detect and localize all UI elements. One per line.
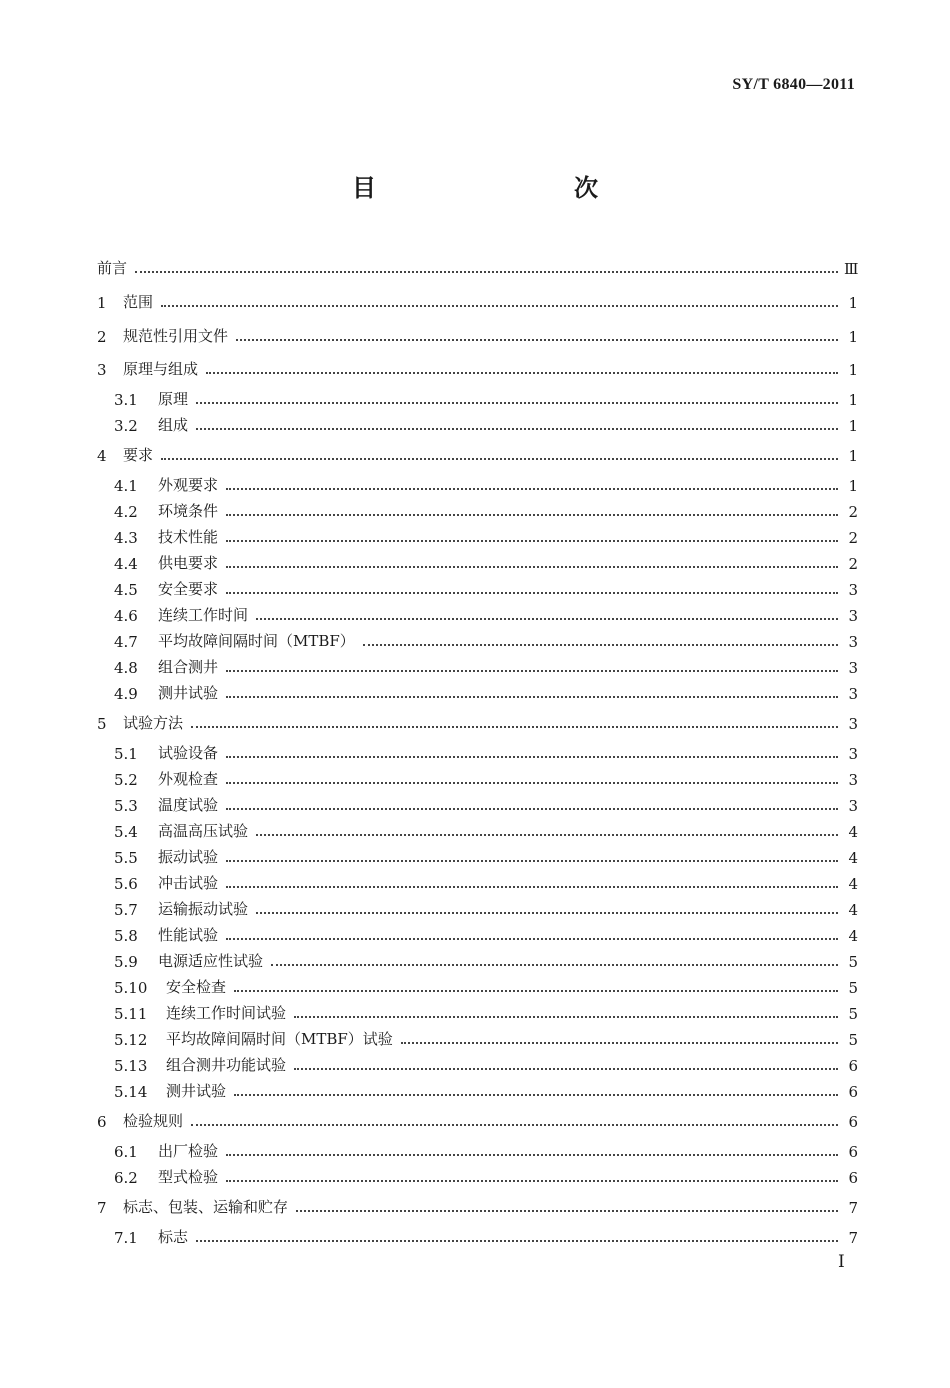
dot-leader: [226, 591, 838, 594]
toc-entry[interactable]: [114, 923, 858, 945]
toc-entry-label: 冲击试验: [158, 874, 219, 892]
toc-entry-number: 4.9: [114, 685, 138, 703]
dot-leader: [226, 781, 838, 784]
toc-entry-page: 2: [848, 529, 858, 547]
toc-entry-number: 5.10: [114, 979, 148, 997]
toc-entry-page: 5: [848, 953, 858, 971]
toc-entry[interactable]: [114, 897, 858, 919]
toc-entry-number: 4.8: [114, 659, 138, 677]
dot-leader: [226, 807, 838, 810]
toc-entry-page: 6: [848, 1057, 858, 1075]
toc-entry-page: 3: [848, 685, 858, 703]
dot-leader: [206, 371, 838, 374]
dot-leader: [256, 833, 838, 836]
toc-entry-number: 5.11: [114, 1005, 148, 1023]
toc-entry-label: 环境条件: [158, 502, 219, 520]
toc-entry-page: 5: [848, 979, 858, 997]
toc-entry[interactable]: [114, 975, 858, 997]
toc-entry[interactable]: [114, 577, 858, 599]
toc-entry-label: 技术性能: [158, 528, 219, 546]
dot-leader: [196, 427, 838, 430]
toc-entry-number: 5.6: [114, 875, 138, 893]
dot-leader: [296, 1209, 838, 1212]
toc-entry-number: 5.9: [114, 953, 138, 971]
toc-entry-number: 5.7: [114, 901, 138, 919]
toc-entry-page: 4: [848, 823, 858, 841]
toc-entry[interactable]: [97, 1195, 858, 1217]
dot-leader: [226, 539, 838, 542]
toc-entry-page: 3: [848, 607, 858, 625]
toc-entry-label: 原理: [158, 390, 189, 408]
toc-entry-number: 6.2: [114, 1169, 138, 1187]
dot-leader: [294, 1067, 838, 1070]
dot-leader: [161, 304, 838, 307]
dot-leader: [363, 643, 838, 646]
toc-entry-page: 1: [848, 294, 858, 312]
toc-entry-page: 5: [848, 1031, 858, 1049]
toc-entry[interactable]: [114, 949, 858, 971]
toc-entry-number: 4.5: [114, 581, 138, 599]
toc-entry-number: 5.13: [114, 1057, 148, 1075]
dot-leader: [161, 457, 838, 460]
toc-entry-page: 7: [848, 1229, 858, 1247]
toc-entry[interactable]: [114, 413, 858, 435]
toc-entry-page: 4: [848, 849, 858, 867]
toc-entry-label: 范围: [123, 293, 154, 311]
toc-entry-label: 供电要求: [158, 554, 219, 572]
toc-entry-number: 5.2: [114, 771, 138, 789]
toc-entry-number: 4.6: [114, 607, 138, 625]
toc-entry[interactable]: [114, 741, 858, 763]
toc-entry-label: 试验设备: [158, 744, 219, 762]
toc-entry[interactable]: [97, 357, 858, 379]
toc-entry-number: 2: [97, 328, 107, 346]
toc-entry-label: 高温高压试验: [158, 822, 249, 840]
toc-entry[interactable]: [114, 1053, 858, 1075]
toc-entry-page: 3: [848, 715, 858, 733]
toc-entry-page: 2: [848, 555, 858, 573]
toc-entry[interactable]: [114, 387, 858, 409]
toc-entry-number: 3.1: [114, 391, 138, 409]
page-title: 目 次: [352, 174, 648, 202]
toc-entry[interactable]: [114, 1027, 858, 1049]
dot-leader: [226, 487, 838, 490]
toc-entry[interactable]: [97, 443, 858, 465]
toc-entry-number: 5.12: [114, 1031, 148, 1049]
toc-entry-number: 5.4: [114, 823, 138, 841]
toc-entry-label: 检验规则: [123, 1112, 184, 1130]
toc-entry-page: 2: [848, 503, 858, 521]
toc-entry[interactable]: [114, 1165, 858, 1187]
toc-entry-page: 3: [848, 659, 858, 677]
toc-entry-label: 性能试验: [158, 926, 219, 944]
toc-entry-page: 3: [848, 771, 858, 789]
toc-entry-number: 5: [97, 715, 107, 733]
toc-entry-label: 连续工作时间试验: [166, 1004, 287, 1022]
toc-entry[interactable]: [114, 499, 858, 521]
dot-leader: [271, 963, 838, 966]
toc-entry[interactable]: [97, 256, 858, 278]
toc-entry[interactable]: [114, 655, 858, 677]
dot-leader: [234, 989, 838, 992]
dot-leader: [196, 1239, 838, 1242]
toc-entry-label: 出厂检验: [158, 1142, 219, 1160]
toc-entry-label: 连续工作时间: [158, 606, 249, 624]
toc-entry[interactable]: [114, 1079, 858, 1101]
toc-entry-page: 3: [848, 797, 858, 815]
dot-leader: [234, 1093, 838, 1096]
toc-entry-page: 3: [848, 745, 858, 763]
toc-entry-label: 测井试验: [166, 1082, 227, 1100]
toc-entry[interactable]: [114, 767, 858, 789]
toc-entry[interactable]: [114, 793, 858, 815]
toc-entry-label: 要求: [123, 446, 154, 464]
toc-entry-page: 3: [848, 581, 858, 599]
dot-leader: [236, 338, 838, 341]
toc-entry-label: 安全检查: [166, 978, 227, 996]
toc-entry[interactable]: [114, 603, 858, 625]
toc-entry-label: 型式检验: [158, 1168, 219, 1186]
toc-entry-number: 5.1: [114, 745, 138, 763]
toc-entry-label: 外观检查: [158, 770, 219, 788]
toc-entry-page: 3: [848, 633, 858, 651]
toc-entry[interactable]: [114, 1001, 858, 1023]
toc-entry-page: 6: [848, 1113, 858, 1131]
toc-entry-number: 6: [97, 1113, 107, 1131]
toc-entry-number: 3: [97, 361, 107, 379]
toc-entry-label: 测井试验: [158, 684, 219, 702]
dot-leader: [226, 669, 838, 672]
toc-entry-label: 标志、包装、运输和贮存: [123, 1198, 289, 1216]
toc-entry-number: 5.8: [114, 927, 138, 945]
dot-leader: [191, 1123, 838, 1126]
toc-entry-page: 1: [848, 391, 858, 409]
toc-entry[interactable]: [114, 525, 858, 547]
toc-entry-label: 组成: [158, 416, 189, 434]
toc-entry-page: 4: [848, 901, 858, 919]
dot-leader: [401, 1041, 838, 1044]
toc-entry-label: 振动试验: [158, 848, 219, 866]
toc-entry[interactable]: [114, 629, 858, 651]
toc-entry-page: 1: [848, 477, 858, 495]
dot-leader: [256, 911, 838, 914]
page-number: Ⅰ: [838, 1252, 845, 1271]
toc-entry-page: Ⅲ: [844, 260, 859, 278]
toc-entry-label: 规范性引用文件: [123, 327, 229, 345]
toc-entry-number: 6.1: [114, 1143, 138, 1161]
toc-entry-page: 1: [848, 447, 858, 465]
dot-leader: [226, 937, 838, 940]
toc-entry-label: 温度试验: [158, 796, 219, 814]
dot-leader: [226, 695, 838, 698]
toc-entry-page: 1: [848, 417, 858, 435]
dot-leader: [294, 1015, 838, 1018]
toc-entry[interactable]: [114, 551, 858, 573]
toc-entry-label: 原理与组成: [123, 360, 199, 378]
toc-entry[interactable]: [114, 473, 858, 495]
toc-entry-number: 4.3: [114, 529, 138, 547]
toc-entry[interactable]: [114, 681, 858, 703]
toc-entry-number: 4.1: [114, 477, 138, 495]
toc-entry[interactable]: [114, 1225, 858, 1247]
toc-entry-number: 1: [97, 294, 107, 312]
toc-entry-page: 1: [848, 361, 858, 379]
toc-entry-number: 7: [97, 1199, 107, 1217]
dot-leader: [196, 401, 838, 404]
toc-entry-page: 6: [848, 1143, 858, 1161]
toc-entry-label: 试验方法: [123, 714, 184, 732]
toc-entry[interactable]: [114, 871, 858, 893]
toc-entry-label: 前言: [97, 259, 128, 277]
toc-entry-page: 4: [848, 875, 858, 893]
standard-code: SY/T 6840—2011: [732, 76, 855, 93]
toc-entry-label: 组合测井功能试验: [166, 1056, 287, 1074]
toc-entry-page: 5: [848, 1005, 858, 1023]
toc-entry-number: 4: [97, 447, 107, 465]
toc-entry-label: 组合测井: [158, 658, 219, 676]
toc-entry-number: 5.5: [114, 849, 138, 867]
toc-entry-number: 3.2: [114, 417, 138, 435]
toc-entry[interactable]: [97, 1109, 858, 1131]
toc-entry[interactable]: [97, 290, 858, 312]
dot-leader: [226, 859, 838, 862]
toc-entry-label: 平均故障间隔时间（MTBF）: [158, 632, 355, 650]
toc-entry-label: 运输振动试验: [158, 900, 249, 918]
dot-leader: [226, 1179, 838, 1182]
toc-entry[interactable]: [97, 324, 858, 346]
toc-entry[interactable]: [97, 711, 858, 733]
dot-leader: [256, 617, 838, 620]
toc-entry-number: 5.3: [114, 797, 138, 815]
dot-leader: [226, 513, 838, 516]
toc-entry[interactable]: [114, 1139, 858, 1161]
toc-entry-label: 平均故障间隔时间（MTBF）试验: [166, 1030, 393, 1048]
dot-leader: [135, 270, 838, 273]
toc-entry-page: 6: [848, 1169, 858, 1187]
toc-entry-page: 6: [848, 1083, 858, 1101]
dot-leader: [226, 885, 838, 888]
toc-entry-number: 4.4: [114, 555, 138, 573]
toc-entry-label: 安全要求: [158, 580, 219, 598]
dot-leader: [226, 1153, 838, 1156]
toc-entry-number: 7.1: [114, 1229, 138, 1247]
toc-entry-label: 电源适应性试验: [158, 952, 264, 970]
toc-entry-number: 4.2: [114, 503, 138, 521]
toc-entry-page: 4: [848, 927, 858, 945]
dot-leader: [191, 725, 838, 728]
toc-entry-label: 外观要求: [158, 476, 219, 494]
dot-leader: [226, 565, 838, 568]
toc-entry-label: 标志: [158, 1228, 189, 1246]
toc-entry[interactable]: [114, 819, 858, 841]
toc-entry-page: 7: [848, 1199, 858, 1217]
dot-leader: [226, 755, 838, 758]
toc-entry-page: 1: [848, 328, 858, 346]
toc-entry-number: 5.14: [114, 1083, 148, 1101]
toc-entry-number: 4.7: [114, 633, 138, 651]
toc-entry[interactable]: [114, 845, 858, 867]
